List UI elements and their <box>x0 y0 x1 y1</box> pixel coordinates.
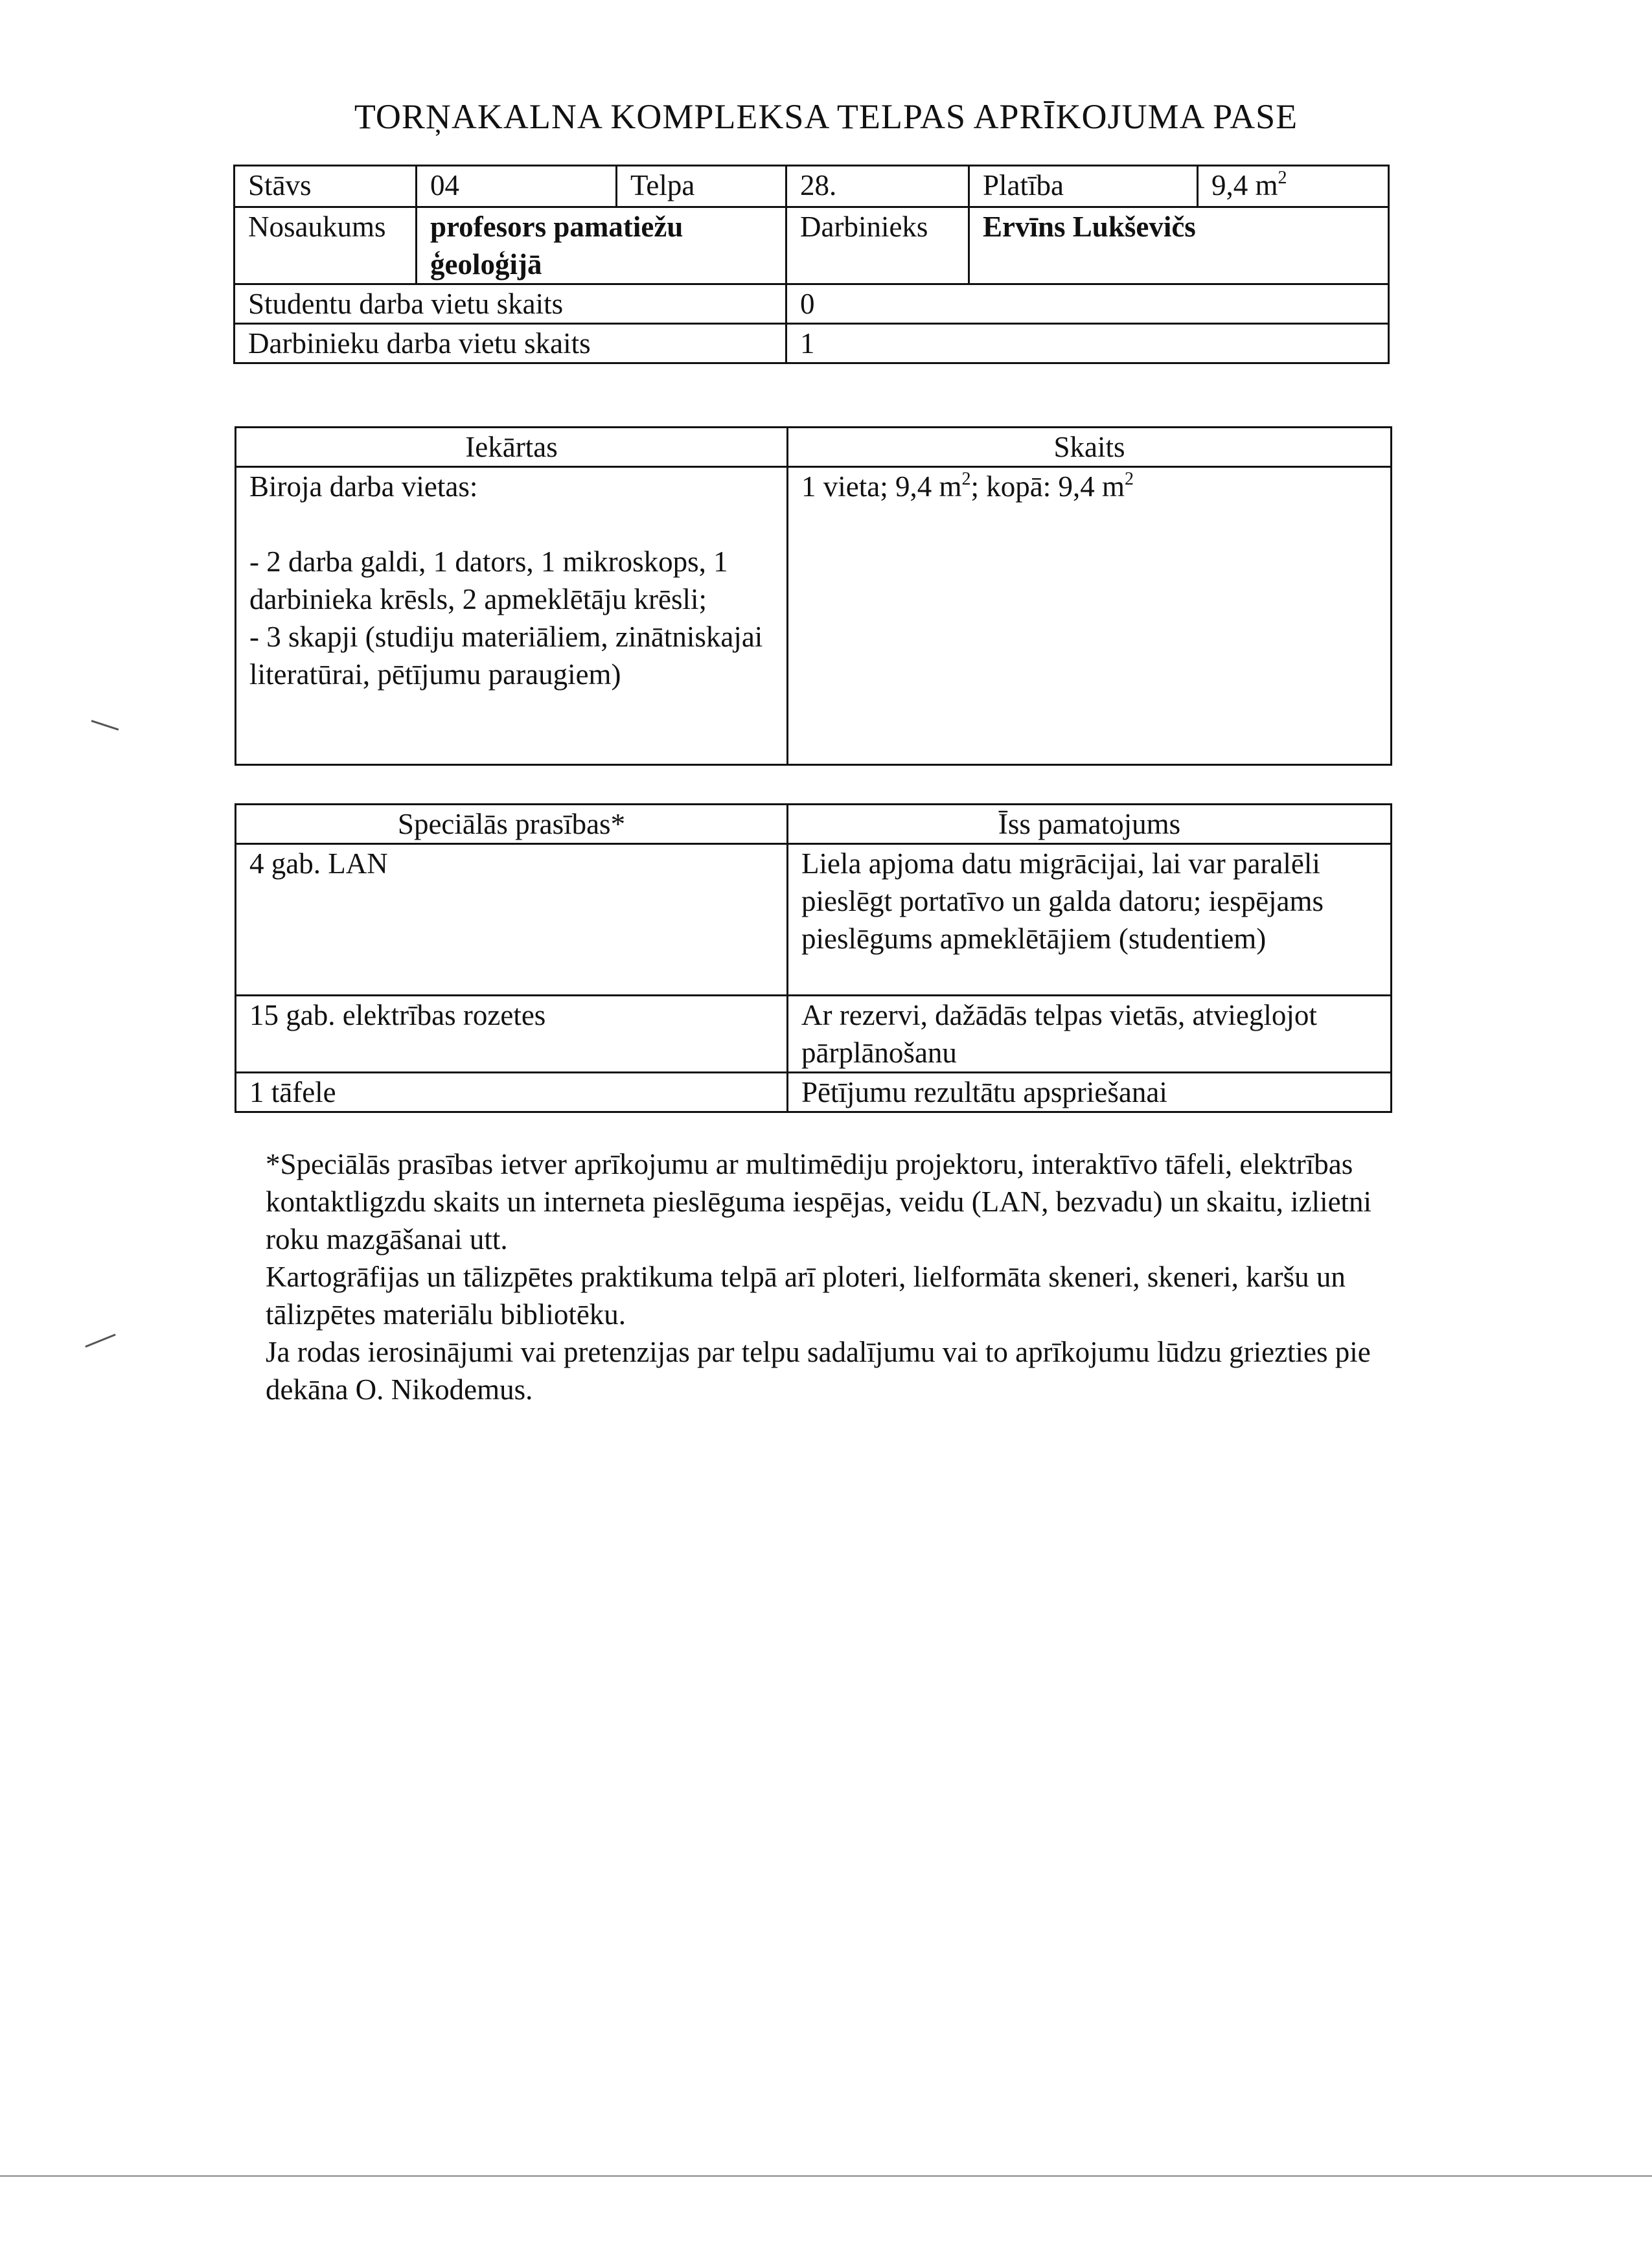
table-row <box>236 996 1392 1073</box>
area-label: Platība <box>969 166 1198 207</box>
table-row <box>236 844 1392 996</box>
requirements-column-header: Speciālās prasības* <box>236 805 788 844</box>
equipment-cell <box>236 467 788 765</box>
equipment-table <box>235 426 1392 766</box>
floor-label: Stāvs <box>235 166 417 207</box>
footnote-paragraph: *Speciālās prasības ietver aprīkojumu ar multimēdiju projektoru, interaktīvo tāfeli, elektrības kontaktligzdu skaits un interneta pieslēguma iespējas, veidu (LAN, bezvadu) un skaitu, izlietni roku mazgāšanai utt. <box>266 1148 1372 1255</box>
count-cell <box>788 467 1392 765</box>
footnote-paragraph: Ja rodas ierosinājumi vai pretenzijas par telpu sadalījumu vai to aprīkojumu lūdzu griezties pie dekāna O. Nikodemus. <box>266 1336 1371 1406</box>
table-row <box>236 1073 1392 1112</box>
employee-seats-value: 1 <box>786 324 1389 363</box>
name-label: Nosaukums <box>235 207 417 284</box>
count-text: 1 vieta; 9,4 m <box>801 470 962 503</box>
employee-label: Darbinieks <box>786 207 969 284</box>
justification-cell: Liela apjoma datu migrācijai, lai var paralēli pieslēgt portatīvo un galda datoru; iespējams pieslēgums apmeklētājiem (studentiem) <box>788 844 1392 996</box>
equipment-column-header: Iekārtas <box>236 428 788 467</box>
requirement-cell: 4 gab. LAN <box>236 844 788 996</box>
footnote <box>266 1145 1380 1408</box>
name-value: profesors pamatiežu ģeoloģijā <box>417 207 786 284</box>
scan-artifact <box>91 720 119 730</box>
area-value <box>1198 166 1389 207</box>
justification-cell: Pētījumu rezultātu apspriešanai <box>788 1073 1392 1112</box>
equipment-item: - 3 skapji (studiju materiāliem, zinātniskajai literatūrai, pētījumu paraugiem) <box>249 621 763 691</box>
justification-column-header: Īss pamatojums <box>788 805 1392 844</box>
count-total-exponent: 2 <box>1124 469 1134 489</box>
count-column-header: Skaits <box>788 428 1392 467</box>
footnote-paragraph: Kartogrāfijas un tālizpētes praktikuma telpā arī ploteri, lielformāta skeneri, skeneri, karšu un tālizpētes materiālu bibliotēku. <box>266 1261 1346 1331</box>
special-requirements-table <box>235 803 1392 1113</box>
document-title: TORŅAKALNA KOMPLEKSA TELPAS APRĪKOJUMA PASE <box>354 97 1298 136</box>
employee-value: Ervīns Lukševičs <box>969 207 1389 284</box>
employee-seats-label: Darbinieku darba vietu skaits <box>235 324 786 363</box>
office-heading: Biroja darba vietas: <box>249 470 478 503</box>
room-label: Telpa <box>617 166 786 207</box>
student-seats-label: Studentu darba vietu skaits <box>235 284 786 324</box>
scan-edge-line <box>0 2175 1652 2177</box>
requirement-cell: 1 tāfele <box>236 1073 788 1112</box>
equipment-item: - 2 darba galdi, 1 dators, 1 mikroskops, 1 darbinieka krēsls, 2 apmeklētāju krēsli; <box>249 545 728 615</box>
requirement-cell: 15 gab. elektrības rozetes <box>236 996 788 1073</box>
student-seats-value: 0 <box>786 284 1389 324</box>
count-exponent: 2 <box>961 469 971 489</box>
room-info-table <box>233 165 1390 364</box>
area-unit-exponent: 2 <box>1278 168 1287 188</box>
count-total-text: ; kopā: 9,4 m <box>970 470 1125 503</box>
room-value: 28. <box>786 166 969 207</box>
area-value-text: 9,4 m <box>1211 169 1278 201</box>
scan-artifact <box>85 1334 115 1348</box>
justification-cell: Ar rezervi, dažādās telpas vietās, atvieglojot pārplānošanu <box>788 996 1392 1073</box>
floor-value: 04 <box>417 166 617 207</box>
